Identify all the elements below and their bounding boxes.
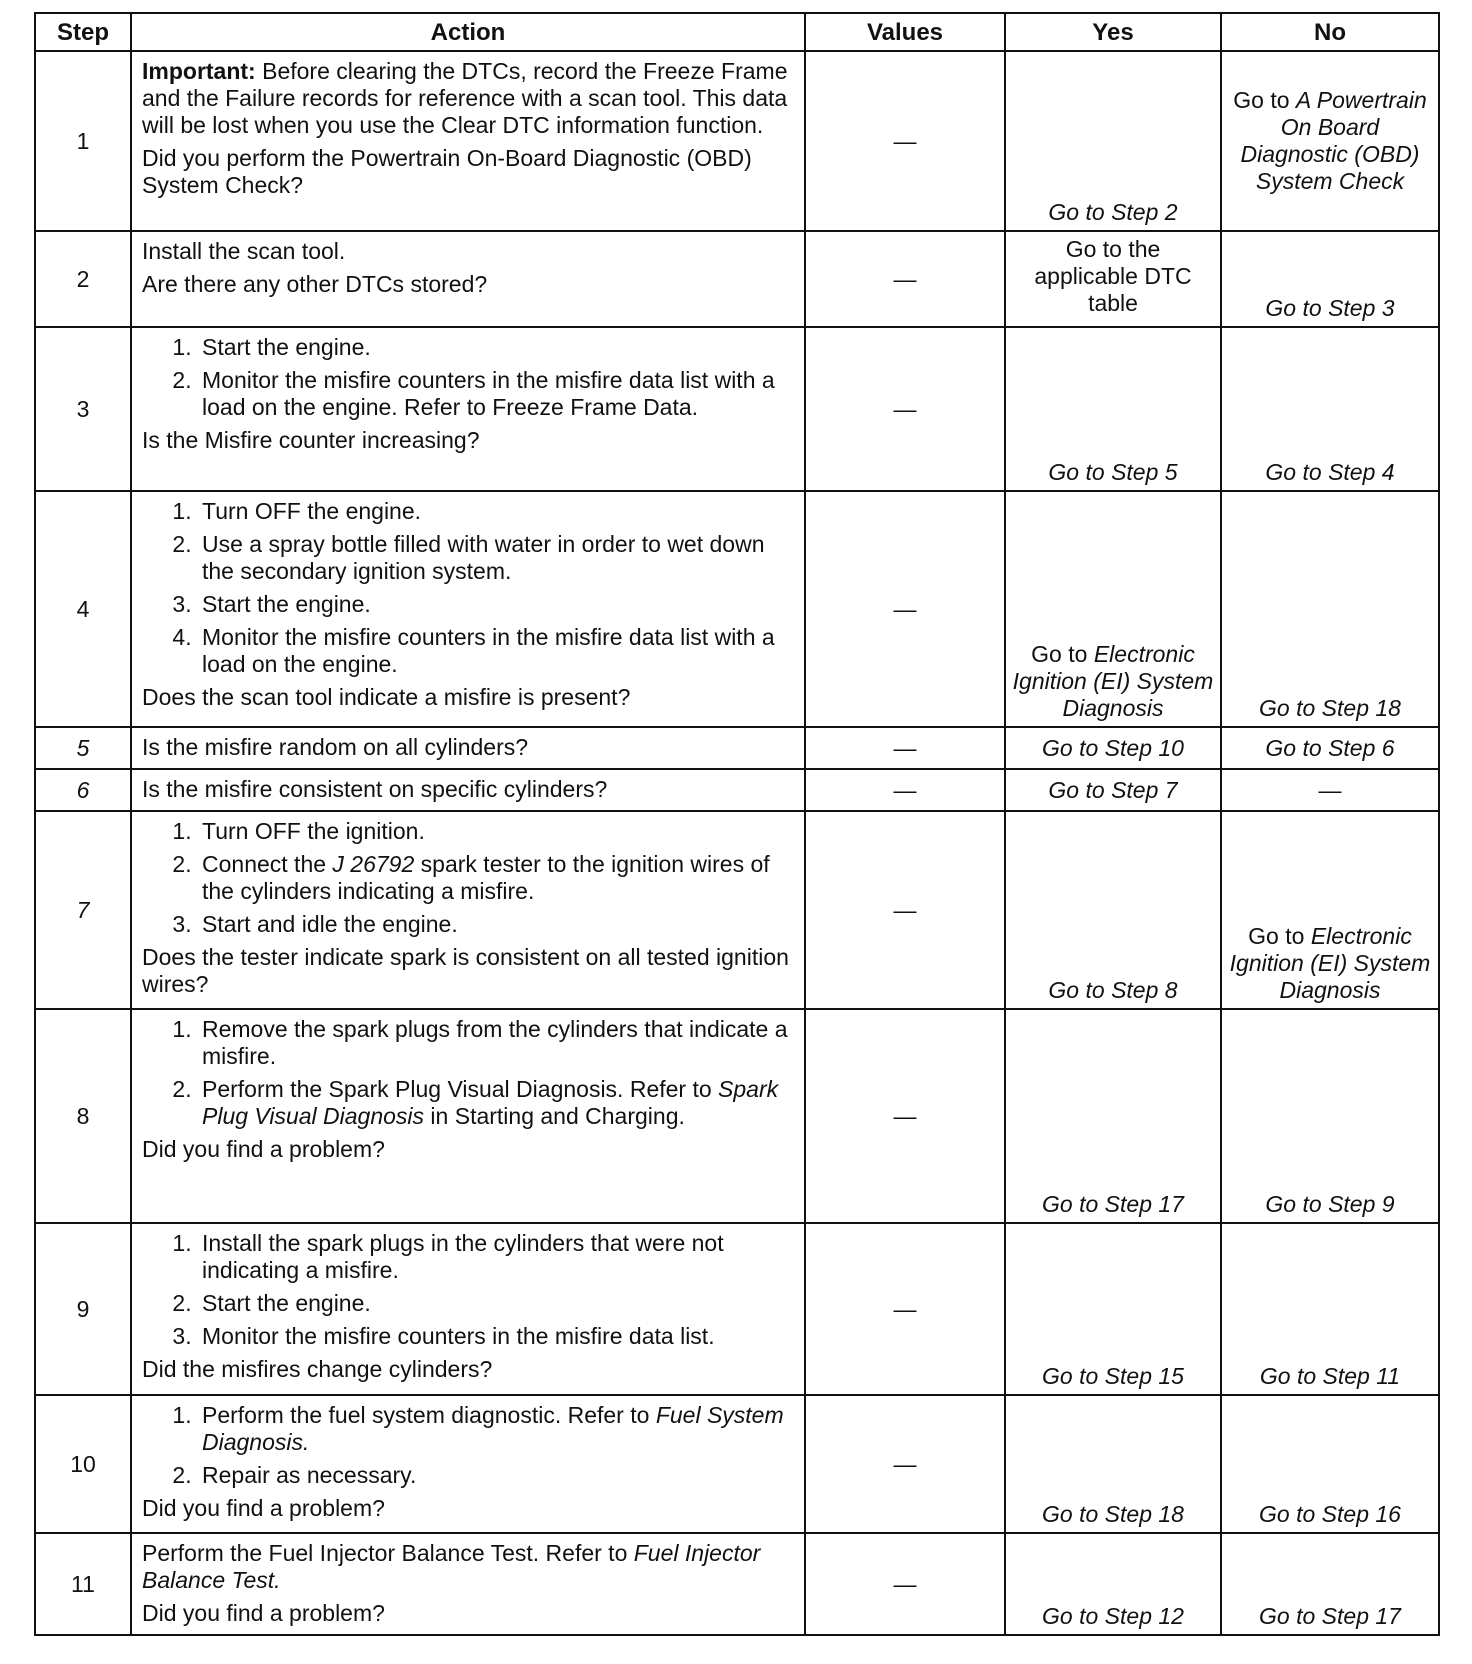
header-values: Values: [805, 13, 1005, 51]
yes-link[interactable]: Go to Step 18: [1042, 1501, 1184, 1527]
yes-link[interactable]: Go to Step 12: [1042, 1603, 1184, 1629]
yes-cell: Go to the applicable DTC table: [1005, 231, 1221, 327]
table-row: [35, 1395, 1439, 1533]
step-number: 6: [35, 769, 131, 811]
table-row: [35, 769, 1439, 811]
yes-link[interactable]: Go to Step 8: [1048, 977, 1178, 1003]
list-item-text: Perform the Spark Plug Visual Diagnosis. Refer to: [202, 1076, 719, 1102]
yes-prefix: Go to: [1031, 641, 1094, 667]
important-text: Before clearing the DTCs, record the Freeze Frame and the Failure records for reference with a scan tool. This data will be lost when you use the Clear DTC information function.: [142, 58, 788, 138]
values-cell: —: [805, 1395, 1005, 1533]
header-row: [35, 13, 1439, 51]
question: Is the misfire random on all cylinders?: [142, 734, 529, 760]
list-item: 4. Monitor the misfire counters in the misfire data list with a load on the engine.: [198, 624, 794, 678]
reference-link[interactable]: Spark Plug Visual Diagnosis: [202, 1076, 779, 1129]
table-row: [35, 1009, 1439, 1223]
table-row: [35, 1533, 1439, 1635]
tool-reference: J 26792: [332, 851, 415, 877]
question: Did you perform the Powertrain On-Board Diagnostic (OBD) System Check?: [142, 145, 752, 198]
list-item: 1. Remove the spark plugs from the cylinders that indicate a misfire.: [198, 1016, 794, 1070]
no-cell: [1221, 1223, 1439, 1395]
values-cell: —: [805, 491, 1005, 727]
no-cell: [1221, 51, 1439, 231]
no-prefix: Go to: [1248, 923, 1311, 949]
question: Did you find a problem?: [142, 1495, 385, 1521]
values-cell: —: [805, 727, 1005, 769]
list-item-text: Perform the fuel system diagnostic. Refer to: [202, 1402, 656, 1428]
no-cell: —: [1221, 769, 1439, 811]
list-item: 2. Start the engine.: [198, 1290, 794, 1317]
no-link[interactable]: Electronic Ignition (EI) System Diagnosis: [1229, 923, 1431, 1003]
question: Does the tester indicate spark is consistent on all tested ignition wires?: [142, 944, 789, 997]
no-link[interactable]: Go to Step 9: [1265, 1191, 1395, 1217]
list-item: [198, 1402, 794, 1456]
action-cell: [131, 1395, 805, 1533]
action-text: [142, 1540, 794, 1594]
no-link[interactable]: Go to Step 16: [1259, 1501, 1401, 1527]
step-number: 11: [35, 1533, 131, 1635]
values-cell: —: [805, 327, 1005, 491]
values-cell: —: [805, 51, 1005, 231]
list-item: 2. Repair as necessary.: [198, 1462, 794, 1489]
header-no: No: [1221, 13, 1439, 51]
yes-cell: [1005, 769, 1221, 811]
yes-cell: [1005, 1533, 1221, 1635]
no-cell: [1221, 1009, 1439, 1223]
question: Did you find a problem?: [142, 1136, 385, 1162]
no-cell: [1221, 811, 1439, 1009]
diagnostic-table: [34, 12, 1440, 1636]
question: Did you find a problem?: [142, 1600, 385, 1626]
action-cell: [131, 727, 805, 769]
values-cell: —: [805, 231, 1005, 327]
list-item: 2. Use a spray bottle filled with water in order to wet down the secondary ignition system.: [198, 531, 794, 585]
no-cell: [1221, 1395, 1439, 1533]
step-number: 4: [35, 491, 131, 727]
action-cell: [131, 51, 805, 231]
yes-cell: [1005, 811, 1221, 1009]
no-cell: [1221, 491, 1439, 727]
table-row: [35, 231, 1439, 327]
question: Is the Misfire counter increasing?: [142, 427, 480, 453]
no-link[interactable]: Go to Step 18: [1259, 695, 1401, 721]
action-cell: [131, 1223, 805, 1395]
question: Does the scan tool indicate a misfire is present?: [142, 684, 631, 710]
step-number: 2: [35, 231, 131, 327]
no-link[interactable]: Go to Step 6: [1265, 734, 1395, 761]
yes-cell: [1005, 491, 1221, 727]
list-item-text: Connect the: [202, 851, 333, 877]
header-step: Step: [35, 13, 131, 51]
list-item: 3. Start and idle the engine.: [198, 911, 794, 938]
step-number: 1: [35, 51, 131, 231]
step-number: 10: [35, 1395, 131, 1533]
step-number: 5: [35, 727, 131, 769]
step-number: 7: [35, 811, 131, 1009]
step-number: 8: [35, 1009, 131, 1223]
yes-cell: [1005, 327, 1221, 491]
table-row: [35, 51, 1439, 231]
action-cell: [131, 327, 805, 491]
list-item: 1. Install the spark plugs in the cylinders that were not indicating a misfire.: [198, 1230, 794, 1284]
table-row: [35, 811, 1439, 1009]
list-item: 3. Monitor the misfire counters in the misfire data list.: [198, 1323, 794, 1350]
yes-link[interactable]: Go to Step 5: [1048, 459, 1178, 485]
table-row: [35, 491, 1439, 727]
no-cell: [1221, 231, 1439, 327]
table-row: [35, 327, 1439, 491]
list-item-text: in Starting and Charging.: [424, 1103, 685, 1129]
yes-link[interactable]: Electronic Ignition (EI) System Diagnosis: [1012, 641, 1214, 721]
action-text: Install the scan tool.: [142, 238, 346, 264]
list-item: 2. Monitor the misfire counters in the misfire data list with a load on the engine. Refer to Freeze Frame Data.: [198, 367, 794, 421]
no-prefix: Go to: [1233, 87, 1296, 113]
list-item-text: spark tester to the ignition wires of the cylinders indicating a misfire.: [202, 851, 770, 904]
step-number: 9: [35, 1223, 131, 1395]
action-text-plain: Perform the Fuel Injector Balance Test. Refer to: [142, 1540, 634, 1566]
no-link[interactable]: Go to Step 3: [1265, 295, 1395, 321]
yes-link[interactable]: Go to Step 10: [1042, 734, 1184, 761]
action-cell: [131, 231, 805, 327]
action-cell: [131, 1533, 805, 1635]
list-item: [198, 1076, 794, 1130]
no-cell: [1221, 327, 1439, 491]
no-link[interactable]: Go to Step 4: [1265, 459, 1395, 485]
values-cell: —: [805, 811, 1005, 1009]
values-cell: —: [805, 1533, 1005, 1635]
header-action: Action: [131, 13, 805, 51]
list-item: 3. Start the engine.: [198, 591, 794, 618]
question: Are there any other DTCs stored?: [142, 271, 488, 297]
list-item: 1. Start the engine.: [198, 334, 794, 361]
yes-cell: [1005, 1223, 1221, 1395]
yes-cell: [1005, 1395, 1221, 1533]
no-link[interactable]: A Powertrain On Board Diagnostic (OBD) System Check: [1240, 87, 1427, 194]
yes-link[interactable]: Go to Step 7: [1048, 776, 1178, 803]
no-link[interactable]: Go to Step 17: [1259, 1603, 1401, 1629]
action-cell: [131, 769, 805, 811]
yes-cell: [1005, 1009, 1221, 1223]
action-cell: [131, 811, 805, 1009]
no-cell: [1221, 727, 1439, 769]
yes-link[interactable]: Go to Step 15: [1042, 1363, 1184, 1389]
action-cell: [131, 1009, 805, 1223]
values-cell: —: [805, 769, 1005, 811]
list-item: [198, 851, 794, 905]
no-link[interactable]: Go to Step 11: [1259, 1363, 1401, 1389]
table-row: [35, 727, 1439, 769]
question: Is the misfire consistent on specific cylinders?: [142, 776, 608, 802]
yes-cell: [1005, 51, 1221, 231]
yes-link[interactable]: Go to Step 17: [1042, 1191, 1184, 1217]
list-item: 1. Turn OFF the engine.: [198, 498, 794, 525]
table-row: [35, 1223, 1439, 1395]
no-cell: [1221, 1533, 1439, 1635]
reference-link[interactable]: Fuel System Diagnosis.: [202, 1402, 784, 1455]
list-item: 1. Turn OFF the ignition.: [198, 818, 794, 845]
header-yes: Yes: [1005, 13, 1221, 51]
question: Did the misfires change cylinders?: [142, 1356, 493, 1382]
important-label: Important:: [142, 58, 256, 84]
action-cell: [131, 491, 805, 727]
yes-link[interactable]: Go to Step 2: [1048, 199, 1178, 225]
yes-cell: [1005, 727, 1221, 769]
values-cell: —: [805, 1009, 1005, 1223]
values-cell: —: [805, 1223, 1005, 1395]
reference-link[interactable]: Fuel Injector Balance Test.: [142, 1540, 761, 1593]
step-number: 3: [35, 327, 131, 491]
